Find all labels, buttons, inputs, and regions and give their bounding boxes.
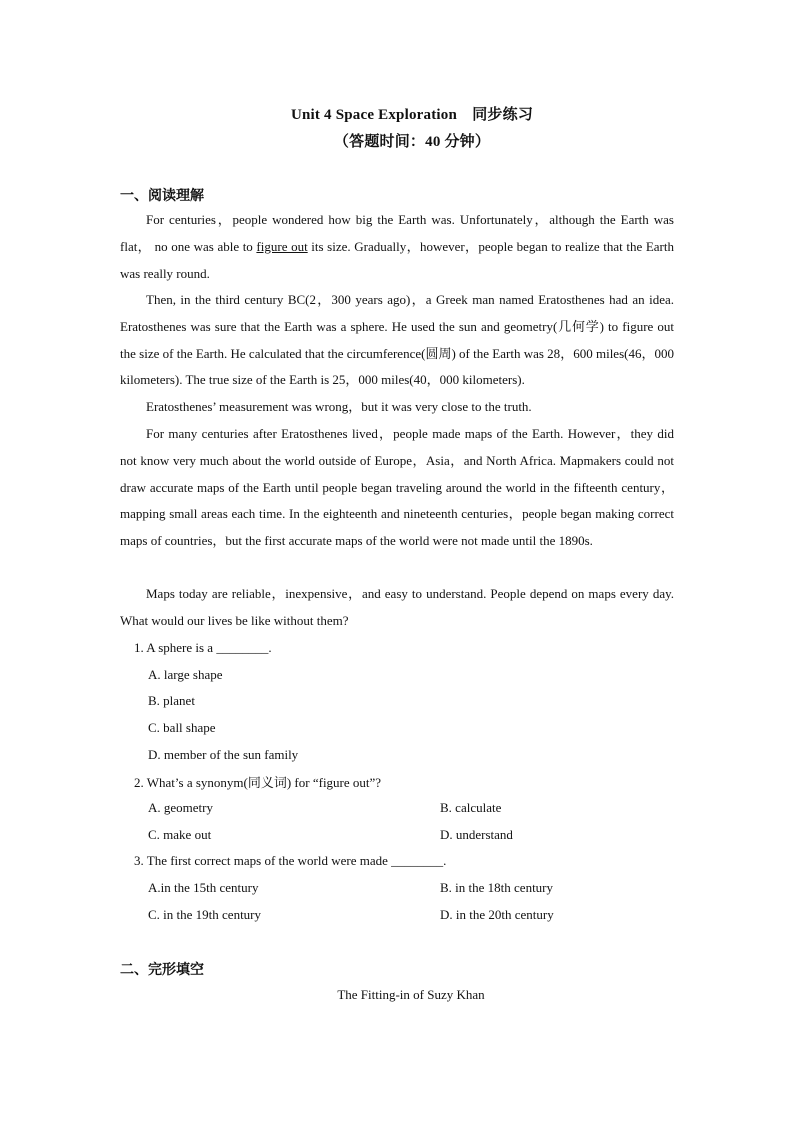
question-3-stem: 3. The first correct maps of the world were made ________. [134,853,447,868]
underlined-phrase: figure out [256,238,308,254]
reading-paragraph-5: Maps today are reliable，inexpensive，and easy to understand. People depend on maps every day. What would our lives be like without them? [120,586,674,628]
section-reading-heading: 一、阅读理解 [120,189,204,204]
question-1-stem: 1. A sphere is a ________. [134,640,272,655]
question-1-option-d: D. member of the sun family [148,747,299,762]
question-2-option-b: B. calculate [440,800,502,815]
question-3-option-b: B. in the 18th century [440,880,554,895]
question-2-option-c: C. make out [148,827,212,842]
question-3-option-d: D. in the 20th century [440,907,554,922]
question-1-option-a: A. large shape [148,667,223,682]
page-title: Unit 4 Space Exploration 同步练习 [290,107,534,123]
question-1-option-b: B. planet [148,693,195,708]
reading-paragraph-2: Then, in the third century BC(2，300 years ago)，a Greek man named Eratosthenes had an idea. Eratosthenes was sure that the Earth was a sphere. He used the sun and geometry(几何学) to figure out the size of the Earth. He calculated that the circumference(圆周) of the Earth was 28，600 miles(46，000 kilometers). The true size of the Earth is 25，000 miles(40，000 kilometers). [120,292,674,388]
reading-paragraph-3: Eratosthenes’ measurement was wrong，but it was very close to the truth. [146,399,532,414]
question-2-option-a: A. geometry [148,800,213,815]
question-3-option-a: A.in the 15th century [148,880,259,895]
reading-paragraph-1: For centuries，people wondered how big the Earth was. Unfortunately，although the Earth was flat， no one was able to figure out its size. Gradually，however，people began to realize that the Earth was really round. [120,212,674,281]
question-2-option-d: D. understand [440,827,513,842]
answer-time-subtitle: （答题时间：40 分钟） [333,134,491,150]
cloze-passage-title: The Fitting-in of Suzy Khan [337,987,485,1002]
section-cloze-heading: 二、完形填空 [120,963,204,978]
question-3-option-c: C. in the 19th century [148,907,262,922]
question-1-option-c: C. ball shape [148,720,216,735]
question-2-stem: 2. What’s a synonym(同义词) for “figure out”? [134,775,382,790]
reading-paragraph-4: For many centuries after Eratosthenes lived，people made maps of the Earth. However，they did not know very much about the world outside of Europe，Asia，and North Africa. Mapmakers could not draw accurate maps of the Earth until people began traveling around the world in the fifteenth century，mapping small areas each time. In the eighteenth and nineteenth centuries，people began making correct maps of countries，but the first accurate maps of the world were not made until the 1890s. [120,426,674,549]
